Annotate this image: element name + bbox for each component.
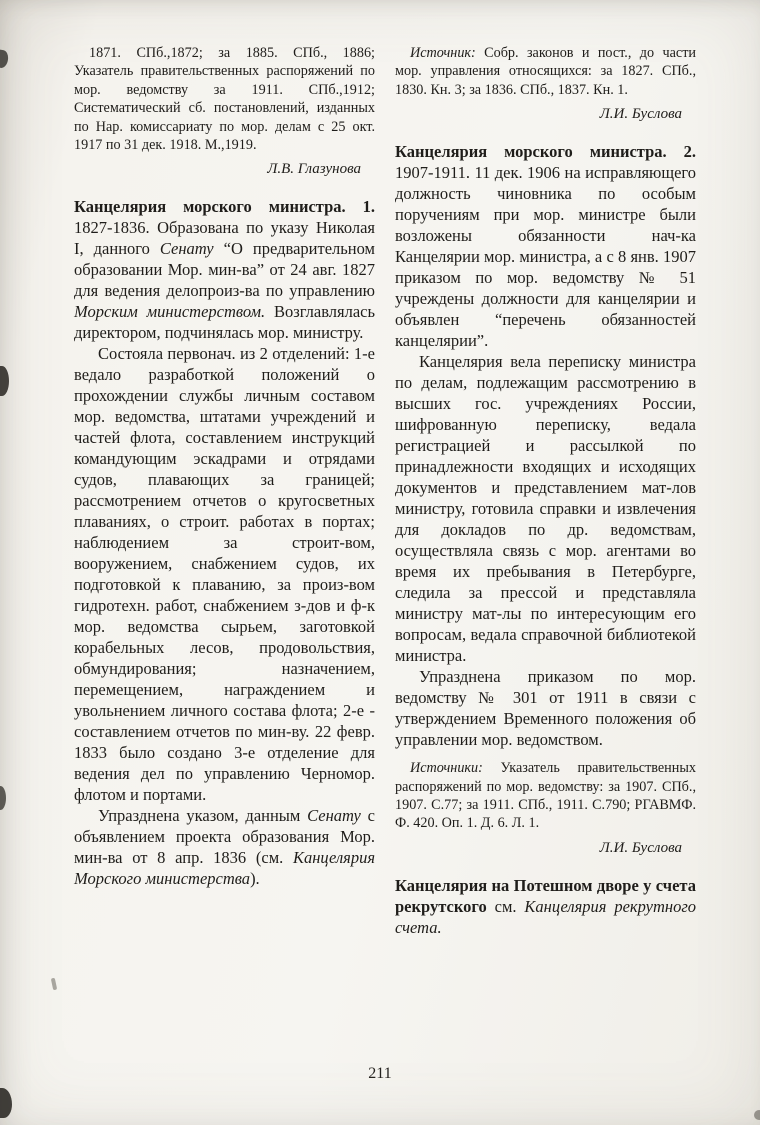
right-column [395, 44, 696, 938]
source-label: Источник: [410, 45, 476, 61]
entry-text: 1907-1911. 11 дек. 1906 на исправляющего должность чиновника по особым поручениям при мор. министре были возложены обязанности нач-ка Канцелярии мор. министра, а с 8 янв. 1907 приказом по мор. ведомству № 51 учреждены должности для канцелярии и объявлен “перечень обязанностей канцелярии”. [395, 163, 696, 351]
entry-text: 1827-1836. Образована по указу Николая I, данного [74, 218, 375, 259]
author-signature [74, 160, 375, 179]
entry-paragraph [74, 343, 375, 805]
entry-text: “О предварительном образовании Мор. мин-ва” от 24 авг. 1827 для ведения делопроиз-ва по управлению [74, 239, 375, 301]
entry-kancelyariya-na-poteshnom-dvore [395, 875, 696, 938]
cross-reference: Канцелярия рекрутного счета. [395, 896, 697, 937]
source-text: Указатель правительственных распоряжений по мор. ведомству: за 1907. СПб., 1907. С.77; за 1911. СПб., 1911. С.790; РГАВМФ. Ф. 420. Оп. 1. Д. 6. Л. 1. [395, 760, 696, 832]
source-note [395, 759, 696, 833]
entry-title: Канцелярия на Потешном дворе у счета рекрутского [395, 875, 696, 916]
entry-text: Канцелярия вела переписку министра по делам, подлежащим рассмотрению в высших гос. учреждениях России, шифрованную переписку, ведала регистрацией и рассылкой по принадлежности входящих и исходящих документов и представлением мат-лов министру, готовила справки и извлечения для докладов по др. ведомствам, осуществляла связь с мор. агентами во время их пребывания в Петербурге, следила за прессой и представляла министру мат-лы по интересующим его вопросам, ведала справочной библиотекой министра. [395, 352, 696, 666]
entry-paragraph [395, 141, 696, 351]
entry-paragraph [74, 805, 375, 889]
bibliography-text: 1871. СПб.,1872; за 1885. СПб., 1886; Указатель правительственных распоряжений по мор. ведомству за 1911. СПб.,1912; Систематический сб. постановлений, изданных по Нар. комиссариату по мор. делам с 25 окт. 1917 по 31 дек. 1918. М.,1919. [74, 45, 375, 154]
scan-artifact [51, 978, 57, 991]
author-name: Л.И. Буслова [599, 839, 682, 856]
page-number: 211 [368, 1065, 392, 1082]
source-label: Источники: [410, 760, 483, 777]
entry-kancelyariya-morskogo-ministra-1 [74, 196, 375, 889]
entry-kancelyariya-morskogo-ministra-2 [395, 141, 696, 750]
entry-text: см. [486, 896, 525, 916]
author-signature [395, 839, 696, 858]
entry-text: Упразднена указом, данным [98, 806, 308, 826]
scan-artifact [0, 49, 9, 68]
italic-term-senate: Сенату [307, 806, 361, 826]
source-text: Собр. законов и пост., до части мор. управления относящихся: за 1827. СПб., 1830. Кн. 3; за 1836. СПб., 1837. Кн. 1. [395, 45, 696, 98]
scan-artifact [0, 366, 9, 396]
author-name: Л.И. Буслова [599, 106, 682, 123]
entry-paragraph [74, 196, 375, 343]
entry-text: с объявлением проекта образования Мор. мин-ва от 8 апр. 1836 (см. [74, 806, 376, 868]
cross-reference: Канцелярия Морского министерства [74, 848, 375, 889]
source-note [395, 44, 696, 99]
entry-title: Канцелярия морского министра. 2. [395, 142, 696, 162]
text-columns [74, 44, 696, 938]
entry-paragraph [395, 666, 696, 750]
author-signature [395, 105, 696, 124]
left-column [74, 44, 375, 938]
entry-text: Состояла первонач. из 2 отделений: 1-е ведало разработкой положений о прохождении службы личным составом мор. ведомства, штатами учреждений и частей флота, составлением инструкций командующим эскадрами и отрядами судов, плавающих за границей; рассмотрением отчетов о кругосветных плаваниях, о строит. работах в портах; наблюдением за строит-вом, вооружением, снабжением судов, их подготовкой к плаванию, за произ-вом гидротехн. работ, снабжением з-дов и ф-к мор. ведомства сырьем, заготовкой корабельных лесов, продовольствия, обмундирования; назначением, перемещением, награждением и увольнением личного состава флота; 2-е - составлением отчетов по мин-ву. 22 февр. 1833 было создано 3-е отделение для ведения дел по управлению Черномор. флотом и портами. [74, 344, 375, 805]
entry-title: Канцелярия морского министра. 1. [74, 197, 375, 217]
bibliography-continuation [74, 44, 375, 154]
entry-text: Возглавлялась директором, подчинялась мор. министру. [74, 302, 376, 343]
scan-artifact [0, 1088, 12, 1118]
entry-text: Упразднена приказом по мор. ведомству № 301 от 1911 в связи с утверждением Временного положения об управлении мор. ведомством. [395, 667, 696, 750]
italic-term-senate: Сенату [159, 239, 214, 259]
italic-term-ministry: Морским министерством. [74, 302, 266, 322]
author-name: Л.В. Глазунова [267, 161, 361, 178]
entry-paragraph [395, 875, 696, 938]
scan-artifact [0, 786, 6, 810]
entry-paragraph [395, 351, 696, 666]
entry-text: ). [250, 869, 260, 889]
scan-artifact [754, 1110, 760, 1120]
